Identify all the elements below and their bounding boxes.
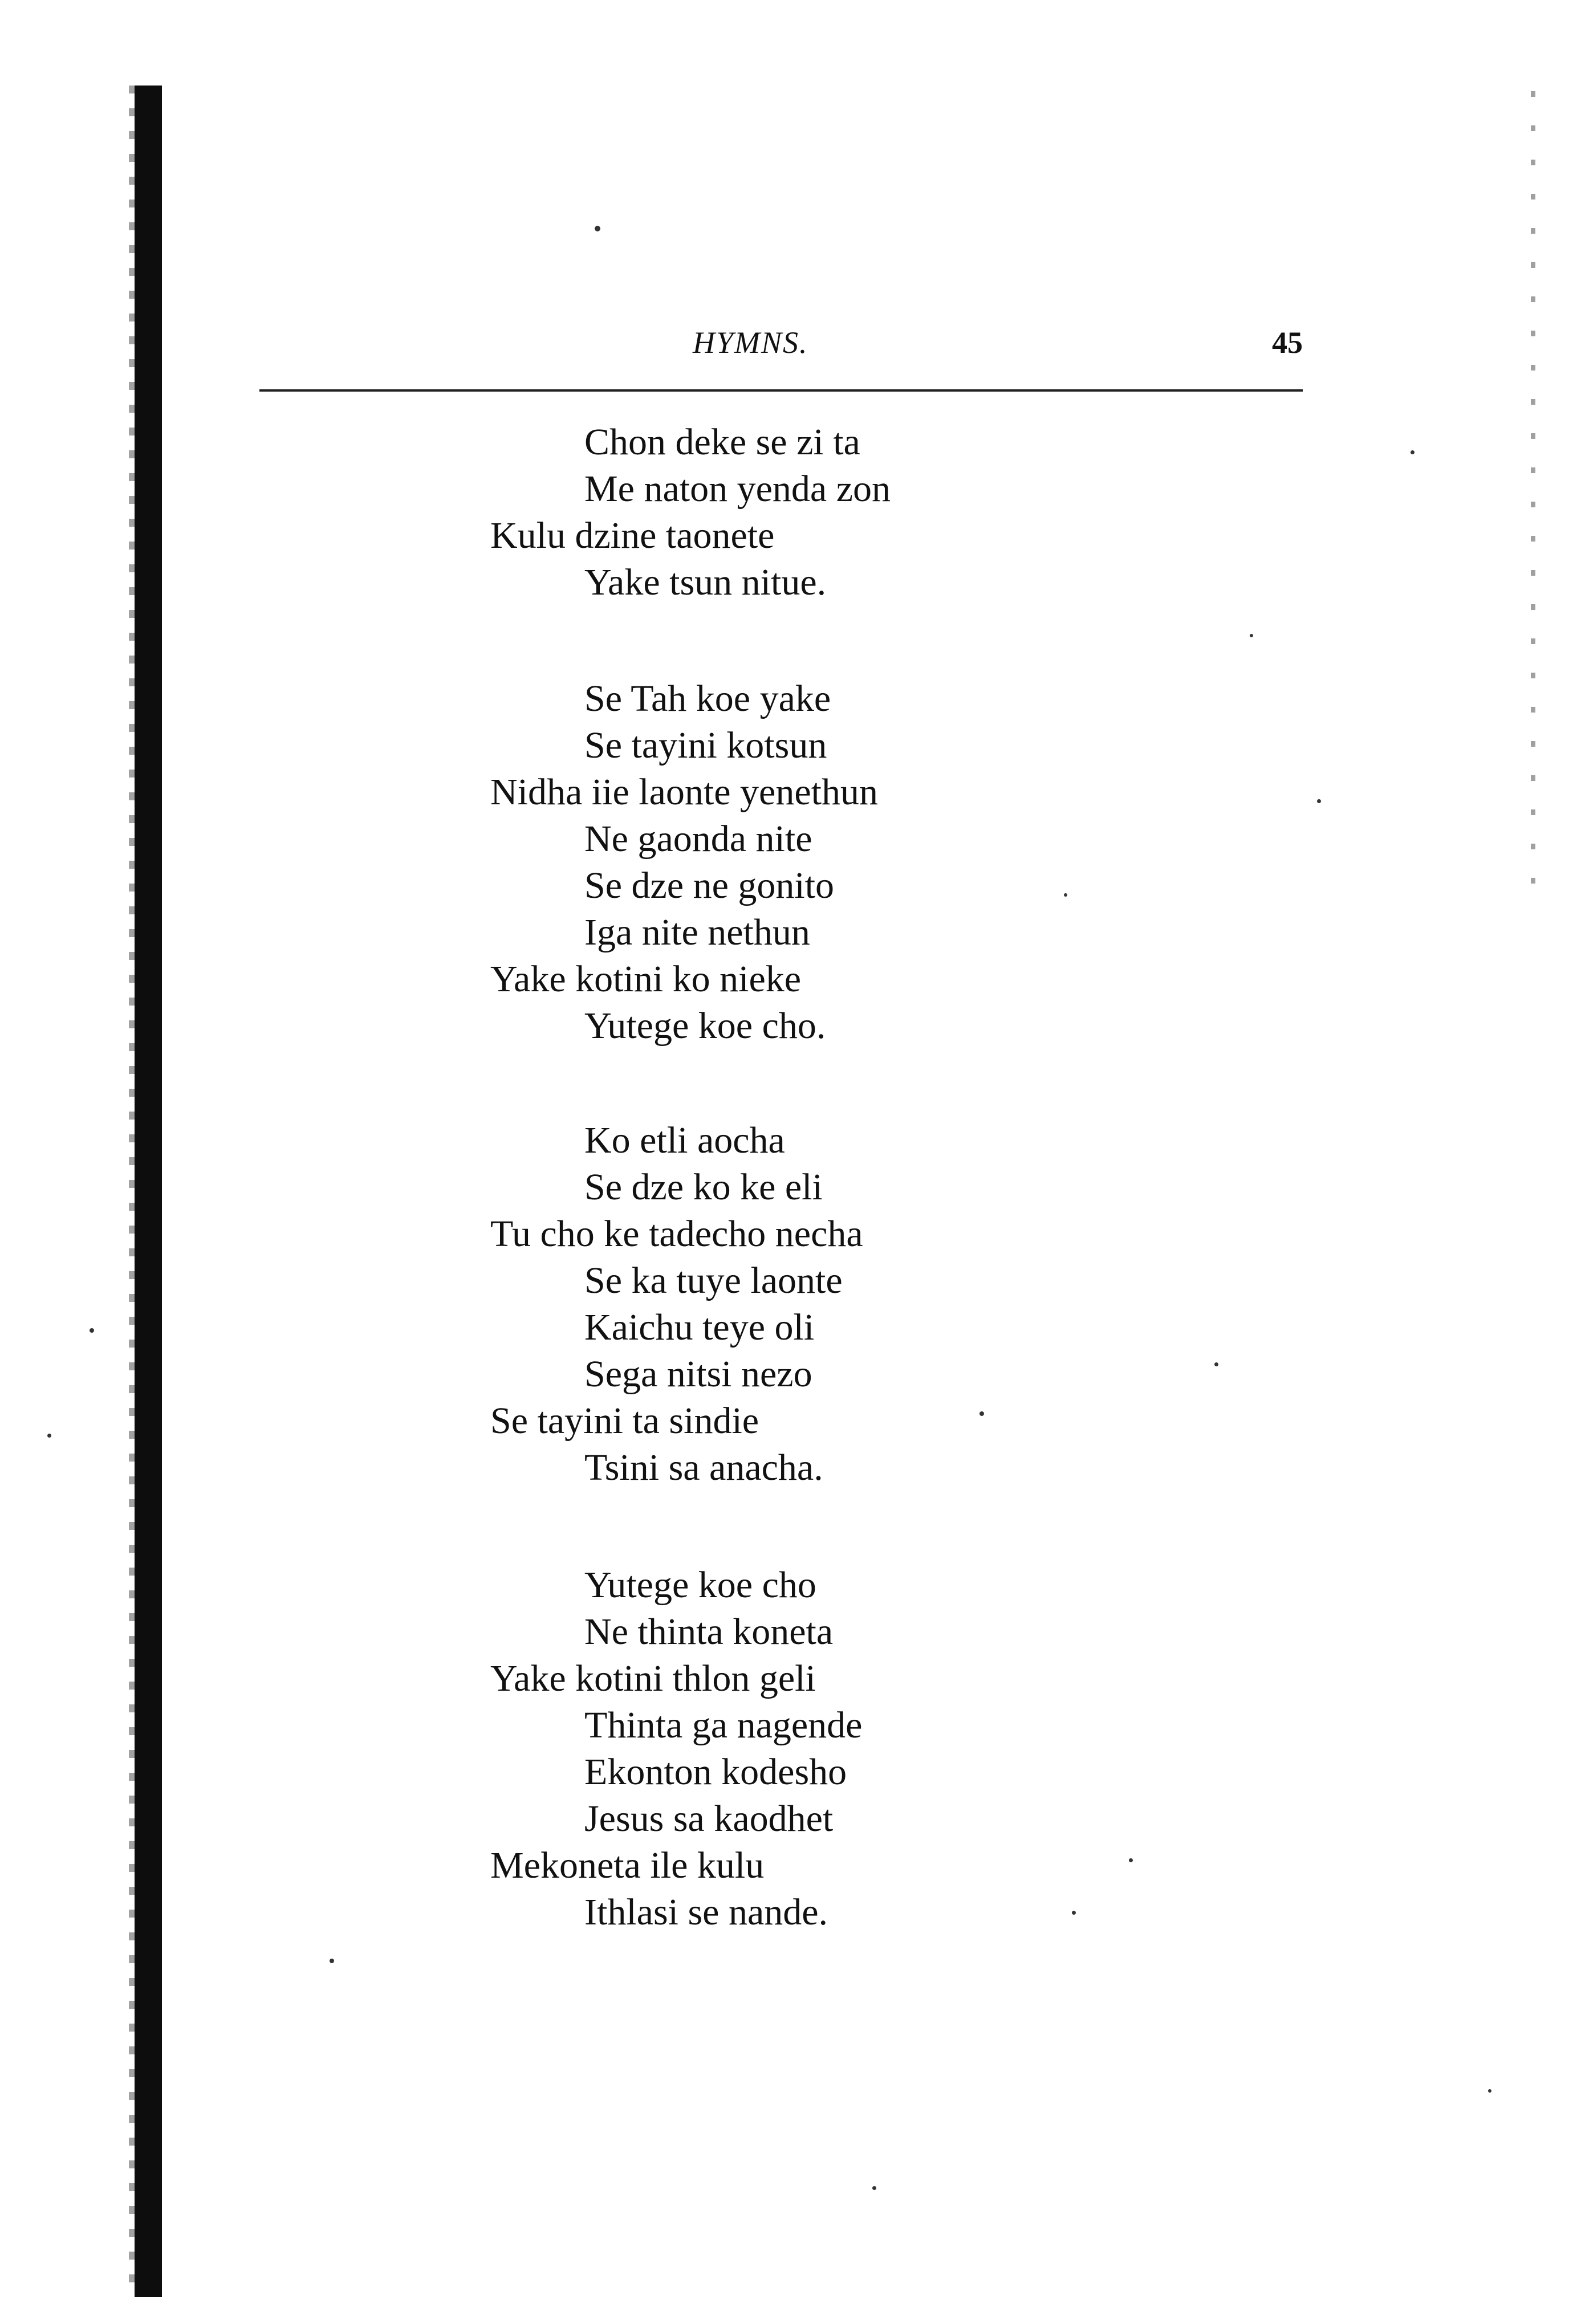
running-title: HYMNS. xyxy=(693,325,808,360)
hymn-line: Iga nite nethun xyxy=(584,911,810,953)
hymn-line: Yutege koe cho xyxy=(584,1564,816,1606)
stanza-2 xyxy=(490,675,878,1049)
scan-speck xyxy=(1129,1858,1133,1862)
scan-speck xyxy=(595,226,600,231)
hymn-line: Mekoneta ile kulu xyxy=(490,1845,765,1886)
hymn-line: Ekonton kodesho xyxy=(584,1751,847,1793)
hymn-line: Yake kotini ko nieke xyxy=(490,958,802,1000)
scan-speck xyxy=(1250,634,1253,637)
hymn-line: Se dze ko ke eli xyxy=(584,1166,823,1208)
scan-speck xyxy=(1064,893,1067,897)
binding-shadow xyxy=(135,86,162,2297)
scan-speck xyxy=(330,1959,334,1963)
hymn-line: Nidha iie laonte yenethun xyxy=(490,771,878,813)
stanza-3 xyxy=(490,1117,863,1491)
hymn-line: Tu cho ke tadecho necha xyxy=(490,1213,863,1255)
hymn-line: Thinta ga nagende xyxy=(584,1704,863,1746)
scan-speck xyxy=(1488,2089,1491,2093)
hymn-line: Me naton yenda zon xyxy=(584,468,891,510)
page-edge-marks xyxy=(1531,91,1535,889)
scan-speck xyxy=(47,1434,51,1438)
hymn-line: Se ka tuye laonte xyxy=(584,1260,843,1301)
hymn-line: Se tayini kotsun xyxy=(584,725,827,766)
page-header xyxy=(259,325,1303,365)
hymn-line: Se dze ne gonito xyxy=(584,865,835,906)
scan-speck xyxy=(1072,1911,1076,1915)
header-rule xyxy=(259,389,1303,392)
hymn-line: Kaichu teye oli xyxy=(584,1307,815,1348)
hymn-line: Yake kotini thlon geli xyxy=(490,1658,816,1699)
hymn-line: Ne thinta koneta xyxy=(584,1611,834,1653)
hymn-line: Se tayini ta sindie xyxy=(490,1400,759,1442)
hymn-line: Ne gaonda nite xyxy=(584,818,812,860)
scan-speck xyxy=(90,1328,94,1333)
hymn-line: Jesus sa kaodhet xyxy=(584,1798,834,1839)
hymn-line: Se Tah koe yake xyxy=(584,678,831,719)
hymn-line: Kulu dzine taonete xyxy=(490,515,775,556)
hymn-line: Ko etli aocha xyxy=(584,1120,785,1161)
page-number: 45 xyxy=(1272,325,1303,360)
hymn-line: Chon deke se zi ta xyxy=(584,421,860,463)
scan-speck xyxy=(872,2186,876,2190)
stanza-1 xyxy=(490,419,891,606)
scan-speck xyxy=(1214,1362,1218,1366)
hymn-line: Sega nitsi nezo xyxy=(584,1353,812,1395)
scan-speck xyxy=(1317,799,1321,803)
scan-speck xyxy=(1411,450,1415,454)
hymn-line: Ithlasi se nande. xyxy=(584,1891,828,1933)
hymn-line: Yake tsun nitue. xyxy=(584,561,827,603)
hymn-line: Yutege koe cho. xyxy=(584,1005,826,1047)
scan-speck xyxy=(979,1411,984,1416)
hymn-line: Tsini sa anacha. xyxy=(584,1447,823,1488)
stanza-4 xyxy=(490,1562,862,1936)
